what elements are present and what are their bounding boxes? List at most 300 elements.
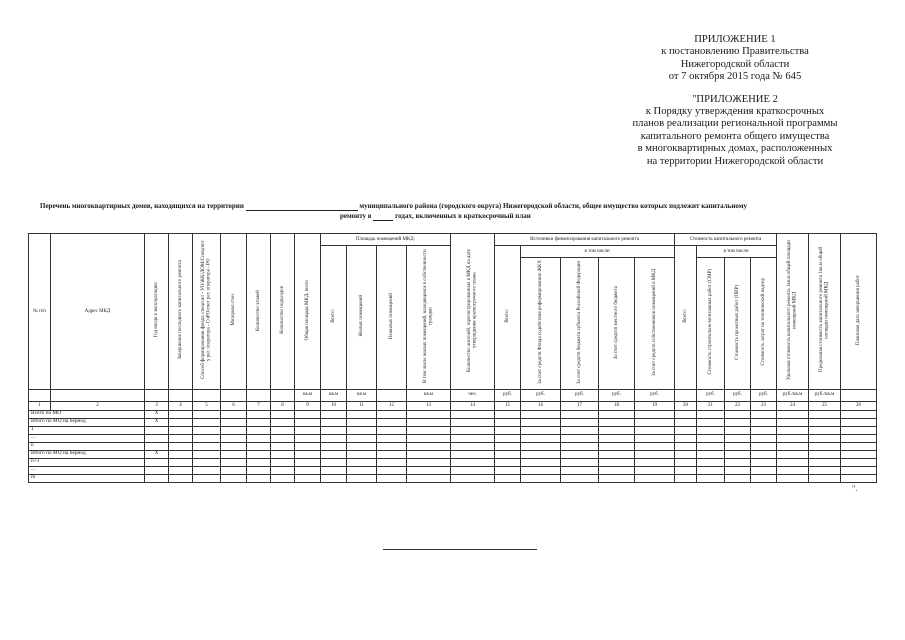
table-cell [193, 474, 221, 482]
table-cell [407, 418, 451, 426]
numbers-row [29, 401, 877, 410]
table-cell [809, 466, 841, 474]
table-row [29, 474, 877, 482]
table-cell [561, 442, 599, 450]
decree-line-3: от 7 октября 2015 года № 645 [668, 71, 802, 83]
table-cell [635, 466, 675, 474]
table-row [29, 434, 877, 442]
table-cell [841, 458, 877, 466]
table-cell [521, 418, 561, 426]
table-cell [377, 410, 407, 418]
table-cell [193, 426, 221, 434]
column-number-cell: 22 [725, 401, 751, 410]
table-cell [725, 474, 751, 482]
table-cell [697, 466, 725, 474]
table-cell [377, 466, 407, 474]
column-number-cell: 7 [247, 401, 271, 410]
col-residents-header: Количество жителей, зарегистрированных в МКД на дату утверждения краткосрочного плана [451, 234, 495, 390]
table-cell [377, 434, 407, 442]
table-cell [407, 434, 451, 442]
table-cell [247, 450, 271, 458]
table-cell [809, 458, 841, 466]
table-cell [169, 474, 193, 482]
table-cell [751, 466, 777, 474]
table-cell [777, 418, 809, 426]
table-cell [221, 466, 247, 474]
end-quote-mark: ". [852, 484, 858, 493]
table-cell [377, 442, 407, 450]
table-cell [221, 426, 247, 434]
row-year-cell [145, 466, 169, 474]
row-year-cell [145, 458, 169, 466]
table-cell [599, 410, 635, 418]
table-cell [451, 466, 495, 474]
table-cell [247, 418, 271, 426]
table-cell [377, 450, 407, 458]
column-number-cell: 18 [599, 401, 635, 410]
table-cell [841, 410, 877, 418]
units-row [29, 389, 877, 401]
table-cell [295, 426, 321, 434]
table-cell [169, 418, 193, 426]
table-cell [451, 426, 495, 434]
row-year-cell [145, 474, 169, 482]
column-number-cell: 3 [145, 401, 169, 410]
table-cell [725, 426, 751, 434]
table-cell [561, 434, 599, 442]
col-pir-cost-header: Стоимость проектных работ (ПИР) [725, 258, 751, 389]
table-cell [321, 426, 347, 434]
procedure-line-3: капитального ремонта общего имущества [640, 130, 830, 142]
table-cell [295, 466, 321, 474]
table-cell [247, 410, 271, 418]
col-area-total-header: Всего: [321, 246, 347, 390]
row-label: n [29, 442, 145, 450]
table-cell [777, 442, 809, 450]
table-cell [777, 474, 809, 482]
unit-cell [51, 389, 145, 401]
appendix-2-title: "ПРИЛОЖЕНИЕ 2 [692, 93, 778, 105]
table-cell [295, 450, 321, 458]
table-cell [635, 474, 675, 482]
column-number-cell: 21 [697, 401, 725, 410]
table-cell [495, 474, 521, 482]
table-cell [451, 418, 495, 426]
col-local-budget-header: За счет средств местного бюджета [599, 258, 635, 389]
table-cell [561, 418, 599, 426]
table-cell [561, 458, 599, 466]
unit-cell: кв.м [407, 389, 451, 401]
table-cell [841, 426, 877, 434]
table-row [29, 442, 877, 450]
table-cell [295, 410, 321, 418]
column-number-cell: 2 [51, 401, 145, 410]
column-number-cell: 24 [777, 401, 809, 410]
table-cell [561, 450, 599, 458]
signature-line [383, 549, 537, 550]
table-cell [841, 442, 877, 450]
table-cell [521, 458, 561, 466]
unit-cell: кв.м [321, 389, 347, 401]
table-cell [777, 434, 809, 442]
table-cell [221, 410, 247, 418]
years-blank [373, 220, 393, 221]
table-cell [635, 426, 675, 434]
table-cell [751, 450, 777, 458]
table-row [29, 458, 877, 466]
table-cell [347, 426, 377, 434]
col-floors-header: Количество этажей [247, 234, 271, 390]
title-part-3: ремонту в [340, 212, 372, 220]
col-address-header: Адрес МКД [51, 234, 145, 390]
unit-cell: руб. [521, 389, 561, 401]
table-cell [495, 418, 521, 426]
column-number-cell: 23 [751, 401, 777, 410]
table-cell [295, 474, 321, 482]
column-number-cell: 11 [347, 401, 377, 410]
unit-cell [675, 389, 697, 401]
table-cell [347, 434, 377, 442]
column-number-cell: 16 [521, 401, 561, 410]
table-cell [751, 458, 777, 466]
table-cell [407, 410, 451, 418]
table-cell [169, 426, 193, 434]
table-cell [407, 442, 451, 450]
table-cell [495, 450, 521, 458]
column-number-cell: 1 [29, 401, 51, 410]
table-cell [697, 450, 725, 458]
table-cell [561, 410, 599, 418]
column-number-cell: 13 [407, 401, 451, 410]
table-cell [841, 418, 877, 426]
col-fund-reform-header: За счет средств Фонда содействия реформированию ЖКХ [521, 258, 561, 389]
table-cell [271, 450, 295, 458]
cost-including-header: в том числе: [697, 246, 777, 258]
col-sources-total-header: Всего: [495, 246, 521, 390]
table-cell [169, 410, 193, 418]
row-label: m [29, 474, 145, 482]
row-year-cell: X [145, 450, 169, 458]
table-cell [247, 442, 271, 450]
row-year-cell [145, 426, 169, 434]
table-cell [271, 418, 295, 426]
table-cell [271, 466, 295, 474]
row-label: … [29, 434, 145, 442]
table-cell [777, 450, 809, 458]
unit-cell [271, 389, 295, 401]
table-cell [675, 458, 697, 466]
table-cell [635, 450, 675, 458]
table-cell [169, 458, 193, 466]
procedure-line-4: в многоквартирных домах, расположенных [637, 143, 833, 155]
table-cell [697, 458, 725, 466]
table-cell [271, 426, 295, 434]
table-cell [451, 442, 495, 450]
table-cell [809, 442, 841, 450]
row-label: … [29, 466, 145, 474]
unit-cell: руб./кв.м [809, 389, 841, 401]
table-cell [495, 458, 521, 466]
table-cell [347, 410, 377, 418]
table-cell [451, 474, 495, 482]
table-cell [247, 434, 271, 442]
table-cell [521, 410, 561, 418]
table-cell [495, 426, 521, 434]
table-cell [675, 474, 697, 482]
title-part-2: муниципального района (городского округа) Нижегородской области, общее имущество которых подлежит капитальному [359, 202, 748, 210]
col-total-area-header: Общая площадь МКД, всего [295, 234, 321, 390]
table-cell [321, 442, 347, 450]
table-cell [675, 450, 697, 458]
unit-cell: руб. [561, 389, 599, 401]
col-unit-cost-header: Удельная стоимость капитального ремонта 1кв.м общей площади помещений МКД [777, 234, 809, 390]
table-cell [521, 426, 561, 434]
table-cell [169, 466, 193, 474]
col-last-repair-header: Завершение последнего капитального ремонта [169, 234, 193, 390]
table-cell [169, 434, 193, 442]
unit-cell: кв.м [347, 389, 377, 401]
table-cell [725, 458, 751, 466]
col-regional-budget-header: За счет средств бюджета субъекта Российской Федерации [561, 258, 599, 389]
col-fund-method-header: Способ формирования фонда: спецсчет - УО/ЖК/ДОМ/Спецсчет у рег. оператора - СчРО/счет рег. оператора - РО [193, 234, 221, 390]
table-cell [193, 434, 221, 442]
unit-cell [145, 389, 169, 401]
table-cell [561, 426, 599, 434]
table-cell [495, 410, 521, 418]
table-cell [777, 458, 809, 466]
table-cell [271, 442, 295, 450]
table-cell [321, 410, 347, 418]
table-cell [725, 434, 751, 442]
col-cost-total-header: Всего: [675, 246, 697, 390]
unit-cell: руб. [697, 389, 725, 401]
procedure-line-1: к Порядку утверждения краткосрочных [645, 106, 825, 118]
table-cell [675, 418, 697, 426]
table-row [29, 450, 877, 458]
table-cell [697, 434, 725, 442]
unit-cell: руб./кв.м [777, 389, 809, 401]
unit-cell: руб. [599, 389, 635, 401]
table-cell [675, 466, 697, 474]
column-number-cell: 19 [635, 401, 675, 410]
table-cell [751, 474, 777, 482]
table-cell [451, 434, 495, 442]
table-cell [193, 410, 221, 418]
col-year-header: Год ввода в эксплуатацию [145, 234, 169, 390]
table-cell [407, 426, 451, 434]
unit-cell [193, 389, 221, 401]
table-cell [809, 426, 841, 434]
table-cell [697, 410, 725, 418]
table-cell [521, 466, 561, 474]
list-title [40, 201, 870, 221]
table-cell [451, 450, 495, 458]
table-cell [635, 418, 675, 426]
table-cell [599, 450, 635, 458]
row-year-cell [145, 442, 169, 450]
column-number-cell: 6 [221, 401, 247, 410]
table-cell [193, 442, 221, 450]
col-residential-header: Жилых помещений [347, 246, 377, 390]
table-cell [725, 418, 751, 426]
table-cell [697, 418, 725, 426]
table-cell [495, 466, 521, 474]
table-cell [169, 442, 193, 450]
table-cell [247, 474, 271, 482]
table-cell [295, 442, 321, 450]
table-cell [193, 458, 221, 466]
table-row [29, 410, 877, 418]
col-number-header: № п/п [29, 234, 51, 390]
row-label: Всего по МО [29, 410, 145, 418]
table-cell [271, 434, 295, 442]
col-wall-material-header: Материал стен [221, 234, 247, 390]
houses-table [28, 233, 877, 483]
table-cell [295, 418, 321, 426]
table-row [29, 466, 877, 474]
unit-cell [841, 389, 877, 401]
table-cell [169, 450, 193, 458]
table-cell [809, 410, 841, 418]
col-plan-date-header: Плановая дата завершения работ [841, 234, 877, 390]
table-cell [407, 466, 451, 474]
decree-line-1: к постановлению Правительства [661, 46, 809, 58]
table-cell [751, 410, 777, 418]
column-number-cell: 25 [809, 401, 841, 410]
row-label: Итого по МО на период [29, 418, 145, 426]
table-row [29, 426, 877, 434]
table-cell [777, 410, 809, 418]
table-cell [841, 434, 877, 442]
table-cell [193, 450, 221, 458]
unit-cell [29, 389, 51, 401]
table-row [29, 418, 877, 426]
table-cell [809, 434, 841, 442]
column-number-cell: 20 [675, 401, 697, 410]
unit-cell [247, 389, 271, 401]
table-cell [697, 426, 725, 434]
table-cell [675, 426, 697, 434]
column-number-cell: 15 [495, 401, 521, 410]
unit-cell: кв.м [295, 389, 321, 401]
table-cell [295, 458, 321, 466]
table-cell [347, 458, 377, 466]
col-max-cost-header: Предельная стоимость капитального ремонта 1кв.м общей площади помещений МКД [809, 234, 841, 390]
table-cell [599, 442, 635, 450]
table-cell [221, 458, 247, 466]
row-label: Итого по МО на период [29, 450, 145, 458]
table-cell [751, 442, 777, 450]
table-cell [725, 442, 751, 450]
table-cell [495, 442, 521, 450]
table-cell [599, 474, 635, 482]
table-cell [347, 418, 377, 426]
table-cell [725, 450, 751, 458]
table-cell [599, 466, 635, 474]
row-label: 1 [29, 426, 145, 434]
table-cell [599, 426, 635, 434]
row-label: n+1 [29, 458, 145, 466]
title-part-4: годах, включенных в краткосрочный план [395, 212, 531, 220]
table-cell [321, 434, 347, 442]
column-number-cell: 4 [169, 401, 193, 410]
column-number-cell: 9 [295, 401, 321, 410]
table-cell [809, 418, 841, 426]
table-cell [377, 474, 407, 482]
table-cell [751, 434, 777, 442]
title-part-1: Перечень многоквартирных домов, находящихся на территории [40, 202, 244, 210]
col-owners-funds-header: За счет средств собственников помещений в МКД [635, 258, 675, 389]
table-cell [521, 474, 561, 482]
unit-cell [377, 389, 407, 401]
column-number-cell: 26 [841, 401, 877, 410]
table-cell [271, 458, 295, 466]
table-cell [347, 450, 377, 458]
table-cell [561, 474, 599, 482]
table-cell [635, 442, 675, 450]
column-number-cell: 14 [451, 401, 495, 410]
table-cell [407, 458, 451, 466]
table-cell [377, 458, 407, 466]
table-cell [809, 474, 841, 482]
table-cell [495, 434, 521, 442]
row-year-cell: X [145, 410, 169, 418]
table-cell [193, 418, 221, 426]
sources-including-header: в том числе: [521, 246, 675, 258]
table-cell [321, 450, 347, 458]
table-cell [635, 410, 675, 418]
table-cell [407, 450, 451, 458]
table-cell [751, 418, 777, 426]
table-cell [247, 466, 271, 474]
column-number-cell: 8 [271, 401, 295, 410]
table-cell [841, 450, 877, 458]
table-cell [725, 410, 751, 418]
column-number-cell: 5 [193, 401, 221, 410]
sources-group-header: Источники финансирования капитального ремонта [495, 234, 675, 246]
table-cell [271, 410, 295, 418]
table-cell [451, 458, 495, 466]
table-cell [751, 426, 777, 434]
table-cell [675, 410, 697, 418]
table-cell [521, 434, 561, 442]
table-cell [777, 466, 809, 474]
table-cell [777, 426, 809, 434]
table-cell [247, 426, 271, 434]
col-nonresidential-header: Нежилых помещений [377, 246, 407, 390]
table-cell [635, 458, 675, 466]
table-cell [377, 418, 407, 426]
table-cell [221, 442, 247, 450]
row-year-cell [145, 434, 169, 442]
column-number-cell: 17 [561, 401, 599, 410]
table-cell [841, 466, 877, 474]
procedure-line-2: планов реализации региональной программы [632, 118, 838, 130]
col-entrances-header: Количество подъездов [271, 234, 295, 390]
table-cell [407, 474, 451, 482]
col-smr-cost-header: Стоимость строительно-монтажных работ (СМР) [697, 258, 725, 389]
table-cell [347, 466, 377, 474]
unit-cell: руб. [495, 389, 521, 401]
unit-cell: руб. [751, 389, 777, 401]
unit-cell: руб. [725, 389, 751, 401]
table-cell [347, 474, 377, 482]
cost-group-header: Стоимость капитального ремонта [675, 234, 777, 246]
table-cell [321, 466, 347, 474]
table-cell [221, 418, 247, 426]
table-cell [675, 442, 697, 450]
col-supervision-cost-header: Стоимость затрат на технический надзор [751, 258, 777, 389]
